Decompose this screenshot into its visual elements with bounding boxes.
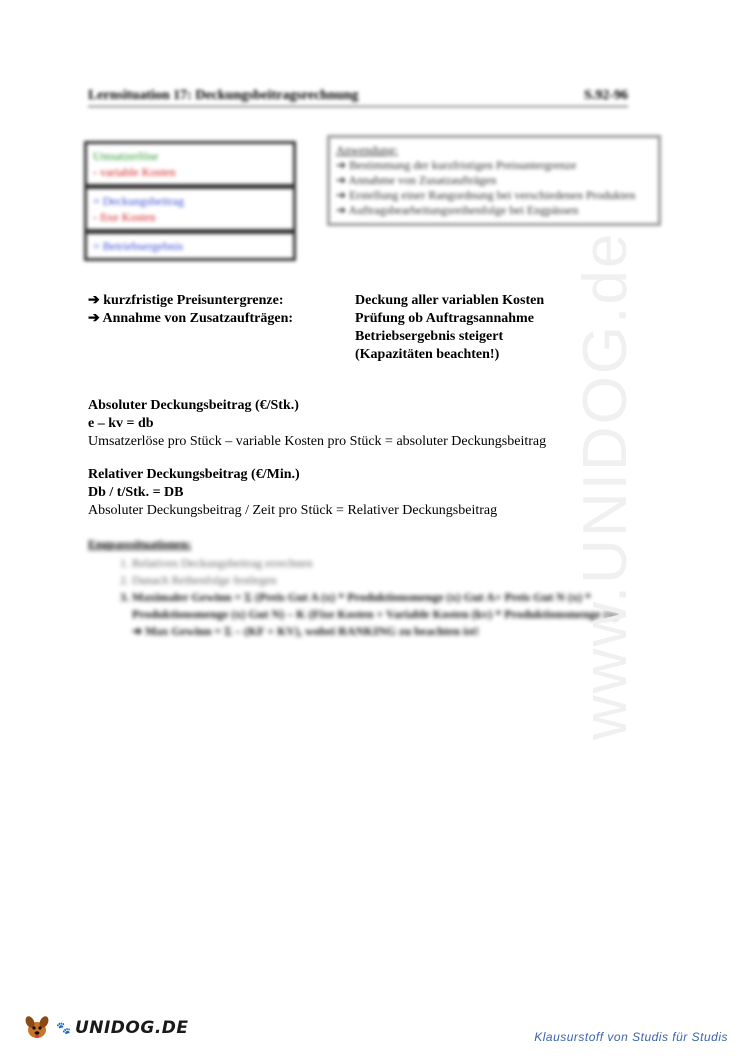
section-heading: Absoluter Deckungsbeitrag (€/Stk.): [88, 398, 299, 413]
bottleneck-list: [88, 555, 643, 640]
application-item: ➔ Auftragsbearbeitungsreihenfolge bei Engpässen: [336, 203, 579, 217]
footer-logo: [22, 1013, 189, 1043]
list-item: 3. Maximaler Gewinn = Σ (Preis Gut A (x) * Produktionsmenge (x) Gut A+ Preis Gut N (x) * Produktionsmenge (x) Gut N) – K (Fixe Kosten + Variable Kosten (kv) * Produktionsmenge (x) ➔ Max Gewinn = Σ – (KF + KV), wobei RANKING zu beachten ist!: [132, 589, 643, 640]
paw-icon: 🐾: [56, 1020, 71, 1035]
rule-label: kurzfristige Preisuntergrenze:: [103, 293, 284, 308]
formula: e – kv = db: [88, 416, 154, 431]
absolute-contribution-section: [88, 397, 546, 451]
section-heading: Engpasssituationen:: [88, 537, 192, 551]
rule-label: Annahme von Zusatzaufträgen:: [102, 311, 294, 326]
calc-line-fixed-costs: - fixe Kosten: [93, 210, 156, 224]
rules-block: [88, 292, 615, 364]
rule-row: [88, 346, 615, 364]
arrow-right-icon: ➔: [336, 158, 350, 172]
page-header: [88, 88, 628, 107]
rule-value: Prüfung ob Auftragsannahme: [355, 311, 534, 326]
arrow-right-icon: ➔: [336, 203, 349, 217]
arrow-right-icon: ➔: [88, 293, 104, 308]
arrow-right-icon: ➔: [132, 624, 146, 638]
arrow-right-icon: ➔: [336, 188, 350, 202]
watermark: www.UNIDOG.de: [571, 231, 640, 740]
rule-value: Betriebsergebnis steigert: [355, 329, 504, 344]
list-item: 2. Danach Reihenfolge festlegen: [132, 572, 643, 589]
rule-row: [88, 310, 615, 328]
application-title: Anwendung:: [336, 143, 398, 157]
calculation-scheme-box: [84, 141, 296, 261]
logo-text: UNIDOG.DE: [74, 1018, 189, 1038]
arrow-right-icon: ➔: [88, 311, 103, 326]
calc-part-revenue: [84, 141, 296, 187]
rule-value: Deckung aller variablen Kosten: [355, 293, 545, 308]
calc-line-result: = Betriebsergebnis: [93, 239, 184, 253]
page-title: Lernsituation 17: Deckungsbeitragsrechnung: [88, 88, 359, 103]
bottleneck-section: [88, 536, 643, 640]
rule-value: (Kapazitäten beachten!): [355, 347, 500, 362]
dog-logo-icon: [22, 1013, 52, 1043]
section-heading: Relativer Deckungsbeitrag (€/Min.): [88, 467, 300, 482]
formula-explanation: Absoluter Deckungsbeitrag / Zeit pro Stück = Relativer Deckungsbeitrag: [88, 503, 498, 518]
application-item: ➔ Annahme von Zusatzaufträgen: [336, 173, 497, 187]
formula-explanation: Umsatzerlöse pro Stück – variable Kosten pro Stück = absoluter Deckungsbeitrag: [88, 434, 547, 449]
footer-slogan: Klausurstoff von Studis für Studis: [534, 1030, 728, 1044]
list-item: 1. Relativen Deckungsbeitrag errechnen: [132, 555, 643, 572]
page-range: S.92-96: [584, 88, 628, 103]
application-box: [327, 135, 661, 226]
calc-line-revenue: Umsatzerlöse: [93, 149, 159, 163]
relative-contribution-section: [88, 466, 497, 520]
arrow-right-icon: ➔: [336, 173, 349, 187]
calc-line-variable-costs: - variable Kosten: [93, 165, 176, 179]
calc-part-contribution: [84, 187, 296, 232]
calc-line-contribution: = Deckungsbeitrag: [93, 194, 185, 208]
formula: Db / t/Stk. = DB: [88, 485, 184, 500]
calc-part-result: [84, 232, 296, 261]
application-item: ➔ Bestimmung der kurzfristigen Preisuntergrenze: [336, 158, 577, 172]
application-item: ➔ Erstellung einer Rangordnung bei verschiedenen Produkten: [336, 188, 636, 202]
rule-row: [88, 328, 615, 346]
rule-row: [88, 292, 615, 310]
